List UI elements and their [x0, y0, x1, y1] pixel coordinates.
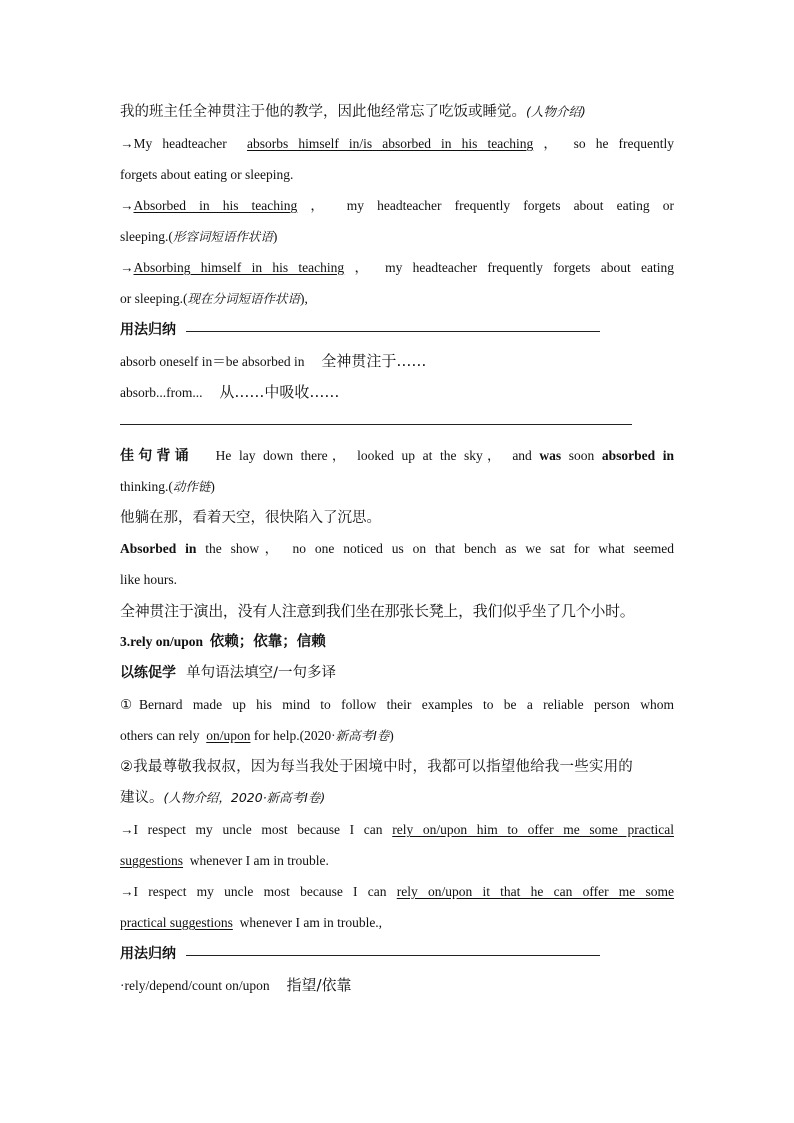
vocab-item-3: 3.rely on/upon 依赖；依靠；信赖: [120, 634, 326, 650]
good-sentence-1-cont: thinking.(动作链): [120, 479, 215, 494]
answer-blank: absorbs himself in/is absorbed in his teaching: [246, 136, 534, 151]
usage-heading-2: 用法归纳: [120, 946, 176, 962]
translation-2-cont: practical suggestions whenever I am in trouble.,: [120, 915, 383, 930]
question-1: ①Bernard made up his mind to follow their examples to be a reliable person whom: [120, 697, 674, 712]
rewrite-2-line-1: →Absorbed in his teaching ， my headteacher frequently forgets about eating or: [120, 198, 674, 213]
usage-2-item-1: ·rely/depend/count on/upon 指望/依靠: [120, 976, 352, 994]
translation-1: →I respect my uncle most because I can rely on/upon him to offer me some practical: [120, 822, 674, 837]
answer-blank: Absorbed in his teaching: [133, 198, 298, 213]
usage-heading: 用法归纳: [120, 322, 176, 338]
good-sentence-1: 佳句背诵 He lay down there， looked up at the sky， and was soon absorbed in: [120, 448, 674, 464]
heading-rule: [186, 331, 600, 332]
example-chinese-sentence: 我的班主任全神贯注于他的教学，因此他经常忘了吃饭或睡觉。(人物介绍): [120, 104, 586, 120]
translation-2: →I respect my uncle most because I can rely on/upon it that he can offer me some: [120, 884, 675, 899]
question-1-cont: others can rely on/upon for help.(2020·新高考Ⅰ卷): [120, 728, 394, 743]
answer-blank: suggestions: [120, 853, 184, 868]
heading-rule: [186, 955, 600, 956]
good-sentence-2: Absorbed in the show， no one noticed us on that bench as we sat for what seemed: [120, 541, 674, 556]
answer-blank: on/upon: [206, 728, 251, 743]
answer-blank: Absorbing himself in his teaching: [133, 260, 345, 275]
section-rule: [120, 424, 632, 425]
answer-blank: rely on/upon it that he can offer me some: [396, 884, 675, 899]
good-sentence-2-cont: like hours.: [120, 572, 177, 587]
good-sentence-1-translation: 他躺在那，看着天空，很快陷入了沉思。: [120, 510, 381, 526]
answer-blank: practical suggestions: [120, 915, 233, 930]
question-2-cont: 建议。(人物介绍，2020·新高考Ⅰ卷): [120, 790, 326, 806]
rewrite-2-line-2: sleeping.(形容词短语作状语): [120, 229, 278, 244]
rewrite-3-line-2: or sleeping.(现在分词短语作状语),: [120, 291, 308, 306]
translation-1-cont: suggestions whenever I am in trouble.: [120, 853, 329, 868]
usage-item-2: absorb...from... 从……中吸收……: [120, 383, 340, 401]
answer-blank: rely on/upon him to offer me some practical: [392, 822, 674, 837]
question-2: ②我最尊敬我叔叔，因为每当我处于困境中时，我都可以指望他给我一些实用的: [120, 759, 633, 775]
usage-item-1: absorb oneself in＝be absorbed in 全神贯注于……: [120, 352, 427, 370]
good-sentence-2-translation: 全神贯注于演出，没有人注意到我们坐在那张长凳上，我们似乎坐了几个小时。: [120, 602, 635, 620]
practice-heading: 以练促学 单句语法填空/一句多译: [120, 665, 337, 681]
rewrite-1-line-2: forgets about eating or sleeping.: [120, 167, 294, 182]
rewrite-3-line-1: →Absorbing himself in his teaching ， my headteacher frequently forgets about eating: [120, 260, 674, 275]
rewrite-1-line-1: →My headteacher absorbs himself in/is absorbed in his teaching ， so he frequently: [120, 136, 675, 151]
